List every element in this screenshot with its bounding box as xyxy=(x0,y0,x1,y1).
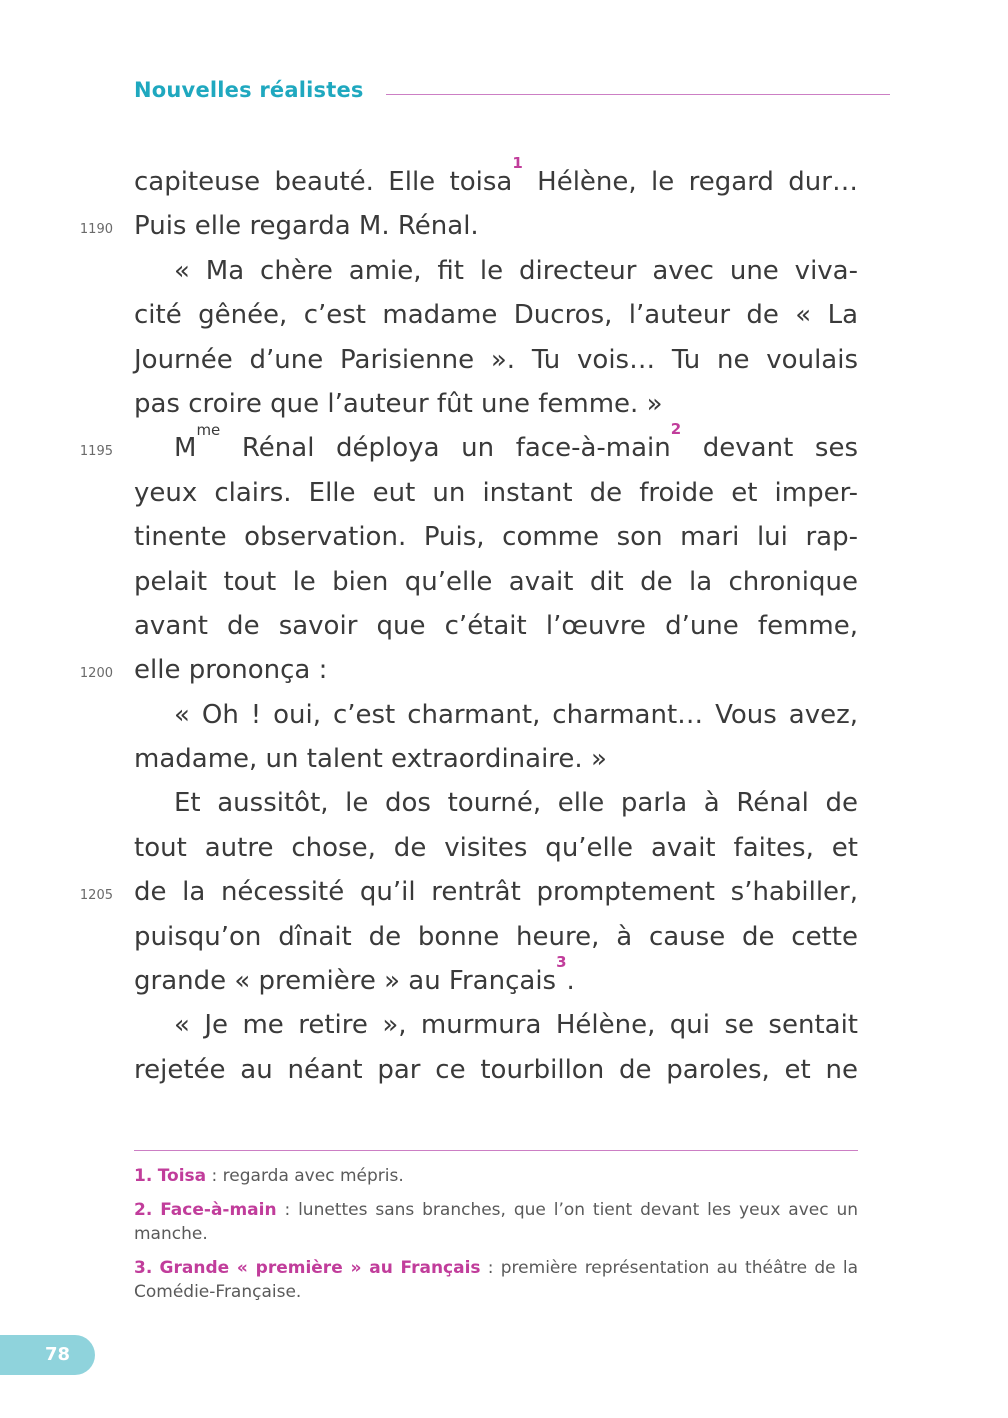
text-line: pas croire que l’auteur fût une femme. » xyxy=(134,388,663,419)
header-rule xyxy=(386,94,890,95)
text-line: Journée d’une Parisienne ». Tu vois… Tu ne voulais xyxy=(134,344,858,375)
text-line: capiteuse beauté. Elle toisa$^1$ Hélène, le regard dur… xyxy=(134,154,858,197)
text-line: pelait tout le bien qu’elle avait dit de la chronique xyxy=(134,566,858,597)
section-title: Nouvelles réalistes xyxy=(134,78,364,102)
line-number-1200: 1200 xyxy=(79,666,113,681)
footnotes xyxy=(134,1164,858,1314)
footnote-ref-1[interactable]: 1 xyxy=(512,154,523,172)
text-line: avant de savoir que c’était l’œuvre d’une femme, xyxy=(134,610,858,641)
text-line: « Ma chère amie, fit le directeur avec une viva- xyxy=(174,255,858,286)
text-line: grande « première » au Français$^3$. xyxy=(134,953,575,997)
text-line: tout autre chose, de visites qu’elle avait faites, et xyxy=(134,832,858,863)
text-line: de la nécessité qu’il rentrât promptement s’habiller, xyxy=(134,877,858,908)
footnote-ref-2[interactable]: 2 xyxy=(670,420,682,439)
text-line: elle prononça : xyxy=(134,655,328,686)
text-line: cité gênée, c’est madame Ducros, l’auteur de « La xyxy=(134,300,858,331)
text-line: $M^{me}$ Rénal déploya un face-à-main$^2$ devant ses xyxy=(174,420,858,464)
text-line: tinente observation. Puis, comme son mari lui rap- xyxy=(134,522,858,553)
text-line: puisqu’on dînait de bonne heure, à cause de cette xyxy=(134,921,858,952)
line-number-1195: 1195 xyxy=(79,444,113,459)
footnote-3: 3. Grande « première » au Français : première représentation au théâtre de la Comédie-Française. xyxy=(134,1258,858,1302)
body-text xyxy=(134,154,858,1092)
text-line: Puis elle regarda M. Rénal. xyxy=(134,211,479,242)
footnote-ref-3[interactable]: 3 xyxy=(556,953,567,972)
text-line: yeux clairs. Elle eut un instant de froide et imper- xyxy=(134,477,858,508)
text-line: rejetée au néant par ce tourbillon de paroles, et ne xyxy=(134,1054,858,1085)
text-line: Et aussitôt, le dos tourné, elle parla à Rénal de xyxy=(174,788,858,819)
page-number: 78 xyxy=(45,1344,71,1365)
text-line: madame, un talent extraordinaire. » xyxy=(134,744,607,775)
line-number-1205: 1205 xyxy=(79,888,113,903)
footnote-1: 1. Toisa : regarda avec mépris. xyxy=(134,1166,404,1186)
footnote-2: 2. Face-à-main : lunettes sans branches, que l’on tient devant les yeux avec un manche. xyxy=(134,1200,858,1244)
text-line: « Je me retire », murmura Hélène, qui se sentait xyxy=(174,1010,858,1041)
running-header xyxy=(134,78,890,112)
line-number-1190: 1190 xyxy=(79,222,113,237)
page-number-badge xyxy=(0,1335,95,1375)
text-line: « Oh ! oui, c’est charmant, charmant… Vous avez, xyxy=(174,699,858,730)
footnotes-rule xyxy=(134,1150,858,1151)
